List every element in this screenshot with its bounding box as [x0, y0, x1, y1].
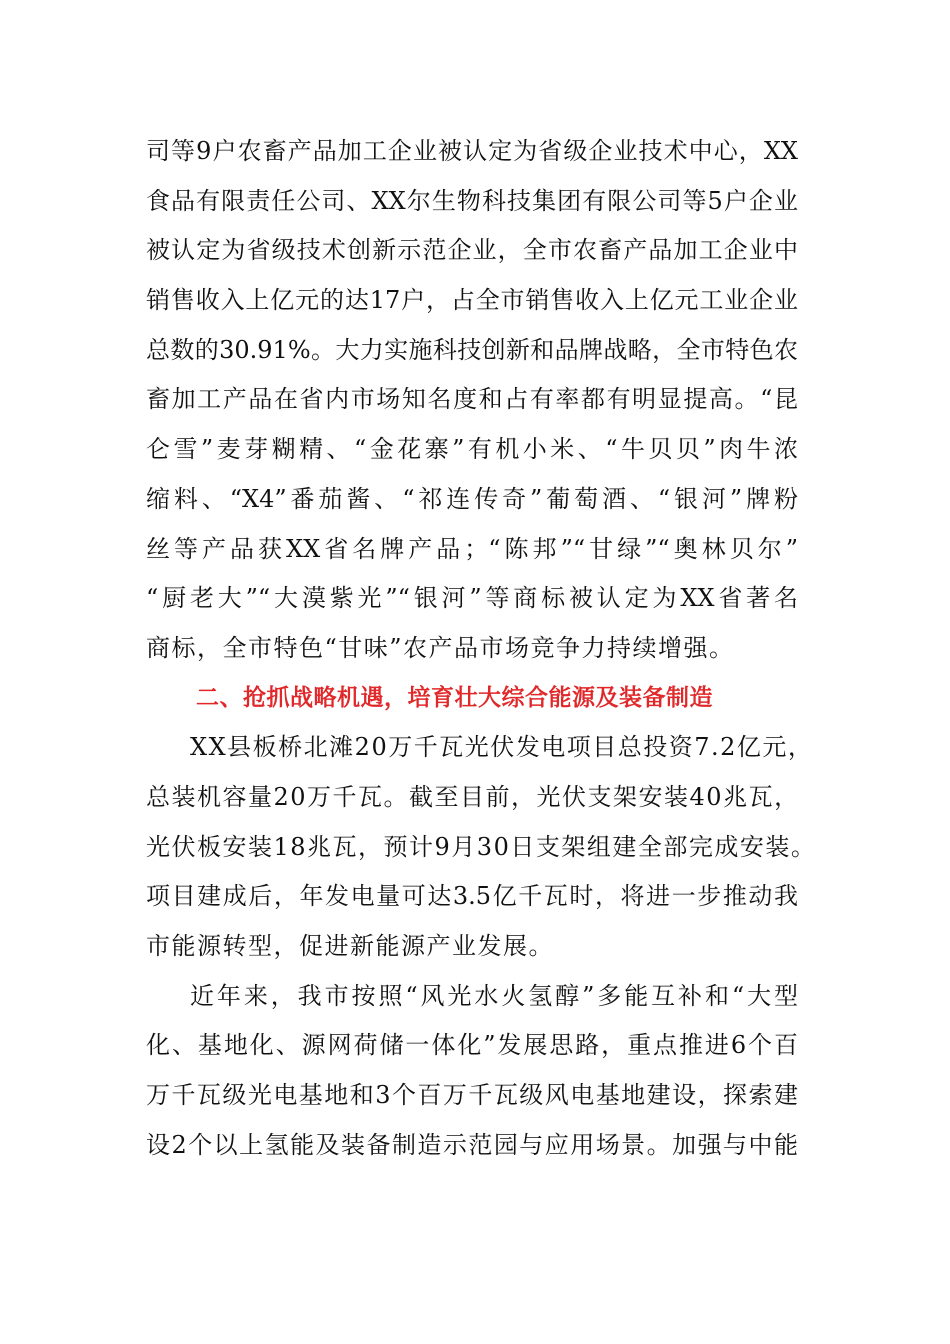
paragraph-agri-products	[146, 127, 798, 674]
section-heading: 二、抢抓战略机遇，培育壮大综合能源及装备制造	[196, 684, 713, 711]
text-line: 丝等产品获XX省名牌产品；“陈邦”“甘绿”“奥林贝尔”	[146, 534, 798, 563]
text-line: 缩料、“X4”番茄酱、“祁连传奇”葡萄酒、“银河”牌粉	[146, 484, 798, 513]
text-line: 光伏板安装18兆瓦，预计9月30日支架组建全部完成安装。	[146, 832, 817, 861]
text-line: XX县板桥北滩20万千瓦光伏发电项目总投资7.2亿元，	[190, 733, 814, 762]
text-line: 近年来，我市按照“风光水火氢醇”多能互补和“大型	[190, 981, 798, 1010]
text-line: “厨老大”“大漠紫光”“银河”等商标被认定为XX省著名	[146, 584, 798, 613]
text-line: 项目建成后，年发电量可达3.5亿千瓦时，将进一步推动我	[146, 882, 798, 911]
document-page	[146, 127, 817, 1170]
paragraph-energy-strategy	[146, 972, 798, 1171]
text-line: 仑雪”麦芽糊精、“金花寨”有机小米、“牛贝贝”肉牛浓	[146, 435, 798, 464]
text-line: 市能源转型，促进新能源产业发展。	[146, 932, 554, 960]
text-line: 万千瓦级光电基地和3个百万千瓦级风电基地建设，探索建	[146, 1081, 798, 1110]
text-line: 被认定为省级技术创新示范企业，全市农畜产品加工企业中	[146, 236, 798, 265]
text-line: 畜加工产品在省内市场知名度和占有率都有明显提高。“昆	[146, 385, 798, 414]
paragraph-solar-project	[146, 723, 817, 971]
text-line: 商标，全市特色“甘味”农产品市场竞争力持续增强。	[146, 633, 735, 662]
text-line: 总数的30.91%。大力实施科技创新和品牌战略，全市特色农	[146, 335, 798, 364]
text-line: 司等9户农畜产品加工企业被认定为省级企业技术中心，XX	[146, 137, 798, 165]
text-line: 设2个以上氢能及装备制造示范园与应用场景。加强与中能	[146, 1130, 798, 1159]
text-line: 总装机容量20万千瓦。截至目前，光伏支架安装40兆瓦，	[146, 782, 800, 811]
text-line: 食品有限责任公司、XX尔生物科技集团有限公司等5户企业	[146, 186, 798, 215]
text-line: 销售收入上亿元的达17户，占全市销售收入上亿元工业企业	[146, 286, 798, 315]
text-line: 化、基地化、源网荷储一体化”发展思路，重点推进6个百	[146, 1031, 798, 1060]
